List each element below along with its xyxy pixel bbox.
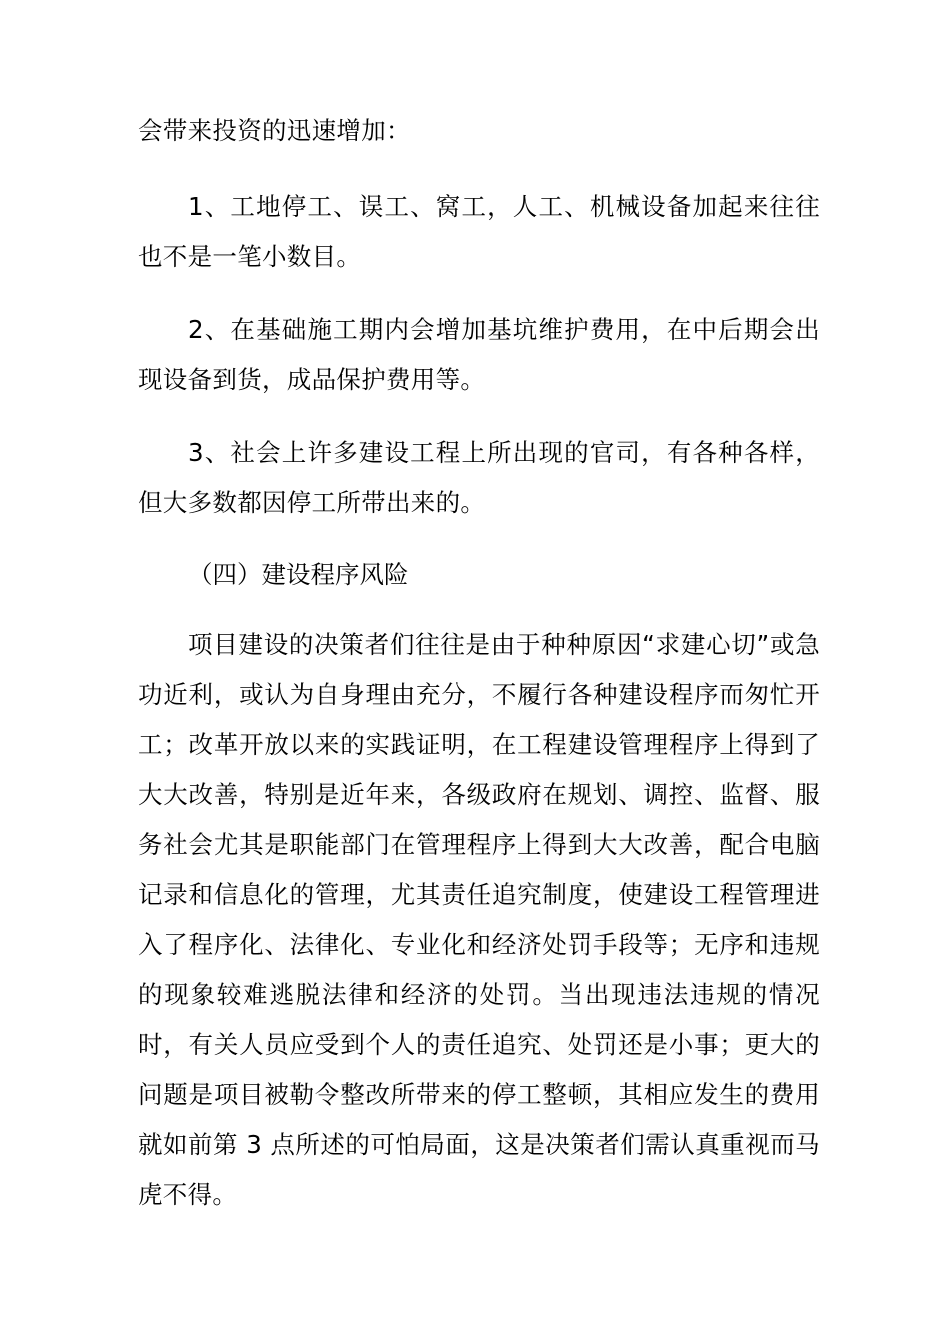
list-item-1: 1、工地停工、误工、窝工，人工、机械设备加起来往往也不是一笔小数目。 (138, 192, 820, 271)
section-heading: （四）建设程序风险 (188, 560, 409, 589)
list-item-3: 3、社会上许多建设工程上所出现的官司，有各种各样，但大多数都因停工所带出来的。 (138, 438, 820, 517)
section-body-paragraph: 项目建设的决策者们往往是由于种种原因“求建心切”或急功近利，或认为自身理由充分，不履行各种建设程序而匆忙开工；改革开放以来的实践证明，在工程建设管理程序上得到了大大改善，特别是近年来，各级政府在规划、调控、监督、服务社会尤其是职能部门在管理程序上得到大大改善，配合电脑记录和信息化的管理，尤其责任追究制度，使建设工程管理进入了程序化、法律化、专业化和经济处罚手段等；无序和违规的现象较难逃脱法律和经济的处罚。当出现违法违规的情况时，有关人员应受到个人的责任追究、处罚还是小事；更大的问题是项目被勒令整改所带来的停工整顿，其相应发生的费用就如前第 3 点所述的可怕局面，这是决策者们需认真重视而马虎不得。 (138, 630, 820, 1209)
continuation-paragraph: 会带来投资的迅速增加： (138, 116, 411, 145)
list-item-2: 2、在基础施工期内会增加基坑维护费用，在中后期会出现设备到货，成品保护费用等。 (138, 315, 820, 394)
